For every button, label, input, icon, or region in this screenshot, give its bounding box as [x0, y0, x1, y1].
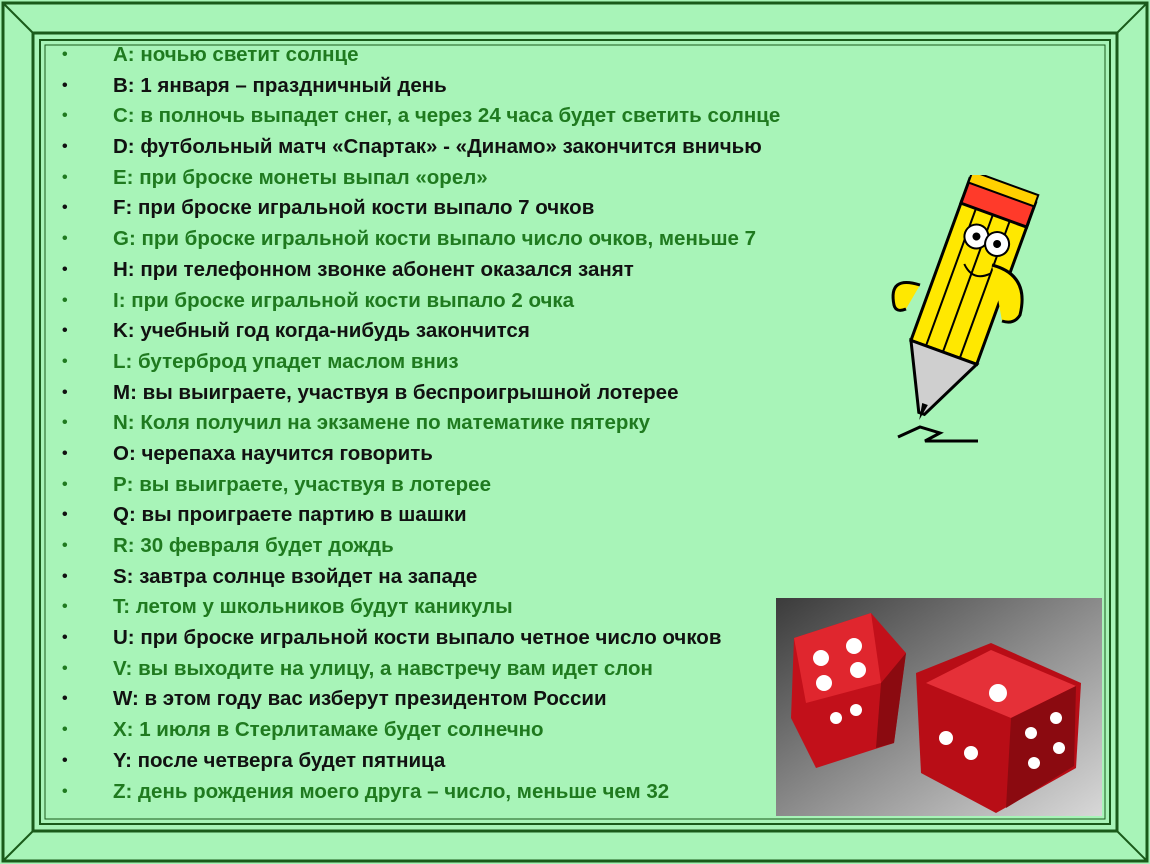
bullet-icon: •	[62, 721, 68, 739]
list-item-text: Y: после четверга будет пятница	[113, 748, 446, 772]
bullet-icon: •	[62, 291, 68, 309]
list-item-text: O: черепаха научится говорить	[113, 441, 433, 465]
bullet-icon: •	[62, 659, 68, 677]
list-item-text: B: 1 января – праздничный день	[113, 73, 447, 97]
list-item-text: S: завтра солнце взойдет на западе	[113, 564, 478, 588]
bullet-icon: •	[62, 414, 68, 432]
bullet-icon: •	[62, 107, 68, 125]
list-item-text: T: летом у школьников будут каникулы	[113, 595, 513, 619]
list-item-text: M: вы выиграете, участвуя в беспроигрышной лотерее	[113, 380, 679, 404]
list-item-text: Q: вы проиграете партию в шашки	[113, 503, 467, 527]
bullet-icon: •	[62, 230, 68, 248]
list-item-text: G: при броске игральной кости выпало число очков, меньше 7	[113, 227, 757, 251]
list-item-text: D: футбольный матч «Спартак» - «Динамо» закончится вничью	[113, 135, 762, 159]
list-item-text: Z: день рождения моего друга – число, меньше чем 32	[113, 779, 670, 803]
list-item-text: R: 30 февраля будет дождь	[113, 534, 394, 557]
bullet-icon: •	[62, 506, 68, 524]
bullet-icon: •	[62, 383, 68, 401]
bullet-icon: •	[62, 138, 68, 156]
list-item-text: N: Коля получил на экзамене по математике пятерку	[113, 411, 651, 435]
pencil-character-icon	[880, 175, 1040, 450]
list-item-text: U: при броске игральной кости выпало четное число очков	[113, 626, 722, 650]
bullet-icon: •	[62, 46, 68, 63]
bullet-icon: •	[62, 475, 68, 493]
list-item-text: H: при телефонном звонке абонент оказался занят	[113, 257, 634, 281]
list-item-text: A: ночью светит солнце	[113, 43, 359, 66]
list-item-text: X: 1 июля в Стерлитамаке будет солнечно	[113, 718, 544, 742]
bullet-icon: •	[62, 352, 68, 370]
list-item-text: F: при броске игральной кости выпало 7 очков	[113, 196, 595, 220]
bullet-icon: •	[62, 76, 68, 94]
list-item-text: K: учебный год когда-нибудь закончится	[113, 319, 530, 343]
list-item-text: I: при броске игральной кости выпало 2 очка	[113, 288, 575, 312]
list-item-text: V: вы выходите на улицу, а навстречу вам идет слон	[113, 656, 653, 680]
bullet-icon: •	[62, 444, 68, 462]
bullet-icon: •	[62, 598, 68, 616]
bullet-icon: •	[62, 168, 68, 186]
list-item-text: L: бутерброд упадет маслом вниз	[113, 349, 459, 373]
bullet-icon: •	[62, 629, 68, 647]
list-item-text: P: вы выиграете, участвуя в лотерее	[113, 472, 491, 496]
red-dice-image	[776, 598, 1102, 816]
bullet-icon: •	[62, 199, 68, 217]
bullet-icon: •	[62, 322, 68, 340]
list-item-text: C: в полночь выпадет снег, а через 24 часа будет светить солнце	[113, 104, 781, 128]
bullet-icon: •	[62, 751, 68, 769]
bullet-icon: •	[62, 690, 68, 708]
bullet-icon: •	[62, 567, 68, 585]
bullet-icon: •	[62, 537, 68, 554]
list-item-text: W: в этом году вас изберут президентом России	[113, 687, 607, 711]
bullet-icon: •	[62, 260, 68, 278]
list-item-text: E: при броске монеты выпал «орел»	[113, 165, 488, 189]
bullet-icon: •	[62, 782, 68, 800]
